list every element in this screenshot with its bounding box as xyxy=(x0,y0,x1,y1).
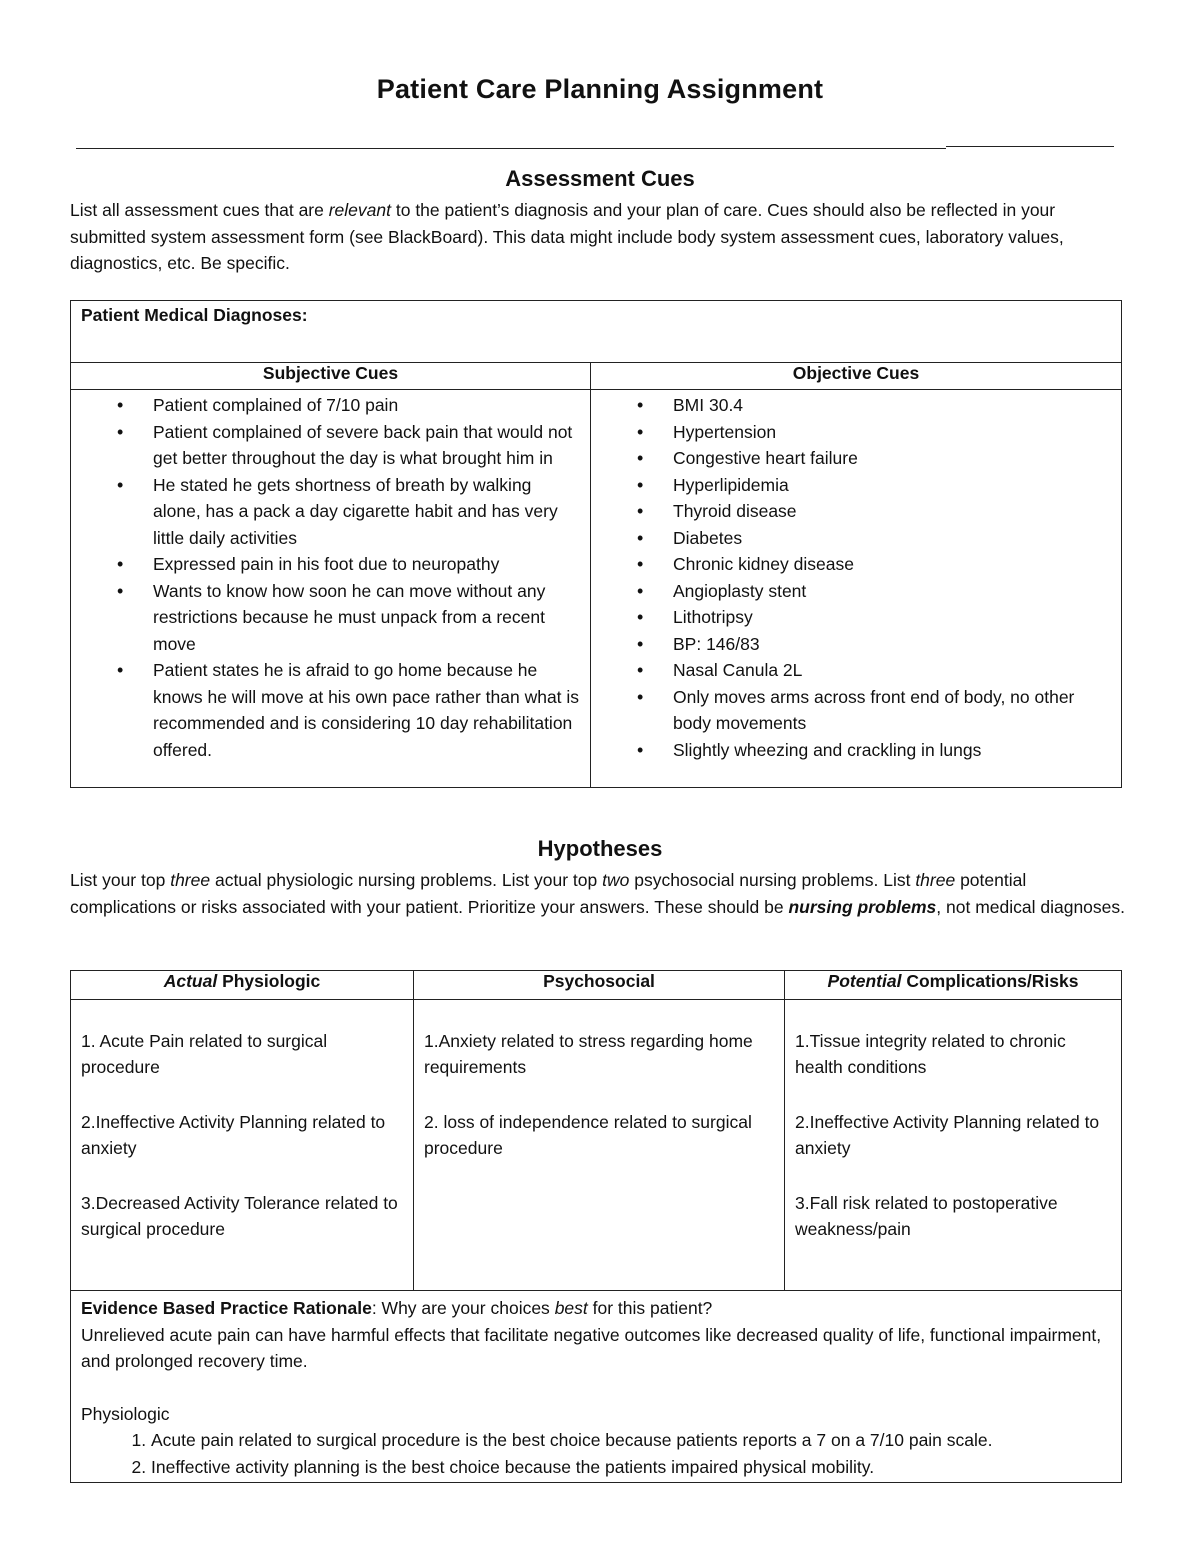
ebp-question: Evidence Based Practice Rationale: Why are your choices best for this patient? xyxy=(81,1298,713,1318)
potential-complications-cell xyxy=(785,1000,1122,1291)
list-item: • Lithotripsy xyxy=(673,604,1111,631)
list-item: • Thyroid disease xyxy=(673,498,1111,525)
subjective-cues-cell xyxy=(71,390,591,788)
subjective-cues-list xyxy=(71,390,590,787)
medical-diagnoses-label: Patient Medical Diagnoses: xyxy=(81,305,308,325)
list-item: • Congestive heart failure xyxy=(673,445,1111,472)
hypotheses-heading: Hypotheses xyxy=(537,836,663,861)
list-item: • Diabetes xyxy=(673,525,1111,552)
physiologic-problems-cell xyxy=(71,1000,414,1291)
potential-complication: 2.Ineffective Activity Planning related to anxiety xyxy=(795,1112,1100,1158)
subjective-cues-header: Subjective Cues xyxy=(71,363,591,390)
ebp-physiologic-label: Physiologic xyxy=(81,1403,170,1424)
list-item: • BP: 146/83 xyxy=(673,631,1111,658)
objective-cues-cell xyxy=(591,390,1122,788)
list-item: • Hypertension xyxy=(673,419,1111,446)
psychosocial-problems-cell xyxy=(414,1000,785,1291)
potential-complication: 3.Fall risk related to postoperative weakness/pain xyxy=(795,1193,1058,1239)
ebp-answer: Unrelieved acute pain can have harmful effects that facilitate negative outcomes like decreased quality of life, functional impairment, and prolonged recovery time. xyxy=(81,1324,1102,1371)
psychosocial-problem: 2. loss of independence related to surgical procedure xyxy=(424,1112,752,1158)
assessment-instructions: List all assessment cues that are relevant to the patient’s diagnosis and your plan of care. Cues should also be reflected in your submitted system assessment form (see BlackBoard). This data might include body system assessment cues, laboratory values, diagnostics, etc. Be specific. xyxy=(70,200,1064,273)
objective-cues-header: Objective Cues xyxy=(591,363,1122,390)
page-title: Patient Care Planning Assignment xyxy=(376,74,824,104)
physiologic-problem: 3.Decreased Activity Tolerance related to surgical procedure xyxy=(81,1193,398,1239)
title-underline-right xyxy=(946,146,1114,147)
list-item: • Hyperlipidemia xyxy=(673,472,1111,499)
list-item: • Expressed pain in his foot due to neuropathy xyxy=(153,551,580,578)
psychosocial-header: Psychosocial xyxy=(414,971,785,1000)
list-item: • Chronic kidney disease xyxy=(673,551,1111,578)
list-item: 1. Acute pain related to surgical procedure is the best choice because patients reports a 7 on a 7/10 pain scale. xyxy=(151,1427,1111,1454)
hypotheses-instructions: List your top three actual physiologic nursing problems. List your top two psychosocial nursing problems. List three potential complications or risks associated with your patient. Prioritize your answers. These should be nursing problems, not medical diagnoses. xyxy=(70,870,1126,917)
psychosocial-problem: 1.Anxiety related to stress regarding home requirements xyxy=(424,1031,753,1077)
medical-diagnoses-cell xyxy=(71,301,1122,363)
potential-complication: 1.Tissue integrity related to chronic health conditions xyxy=(795,1031,1066,1077)
title-underline xyxy=(76,148,946,149)
physiologic-problem: 1. Acute Pain related to surgical procedure xyxy=(81,1031,328,1077)
list-item: • Patient complained of 7/10 pain xyxy=(153,392,580,419)
list-item: • Only moves arms across front end of body, no other body movements xyxy=(673,684,1111,737)
list-item: • Patient complained of severe back pain that would not get better throughout the day is what brought him in xyxy=(153,419,580,472)
list-item: • Nasal Canula 2L xyxy=(673,657,1111,684)
assessment-cues-table xyxy=(70,300,1122,788)
list-item: • He stated he gets shortness of breath by walking alone, has a pack a day cigarette habit and has very little daily activities xyxy=(153,472,580,552)
list-item: 2. Ineffective activity planning is the best choice because the patients impaired physical mobility. xyxy=(151,1454,1111,1481)
potential-complications-header: Potential Complications/Risks xyxy=(785,971,1122,1000)
hypotheses-table xyxy=(70,970,1122,1483)
list-item: • BMI 30.4 xyxy=(673,392,1111,419)
assessment-heading: Assessment Cues xyxy=(505,166,695,191)
list-item: • Angioplasty stent xyxy=(673,578,1111,605)
ebp-physiologic-list xyxy=(81,1427,1111,1480)
objective-cues-list xyxy=(591,390,1121,787)
ebp-rationale-cell xyxy=(71,1291,1122,1483)
physiologic-header: Actual Physiologic xyxy=(71,971,414,1000)
physiologic-problem: 2.Ineffective Activity Planning related to anxiety xyxy=(81,1112,386,1158)
list-item: • Wants to know how soon he can move without any restrictions because he must unpack from a recent move xyxy=(153,578,580,658)
list-item: • Patient states he is afraid to go home because he knows he will move at his own pace rather than what is recommended and is considering 10 day rehabilitation offered. xyxy=(153,657,580,763)
list-item: • Slightly wheezing and crackling in lungs xyxy=(673,737,1111,764)
